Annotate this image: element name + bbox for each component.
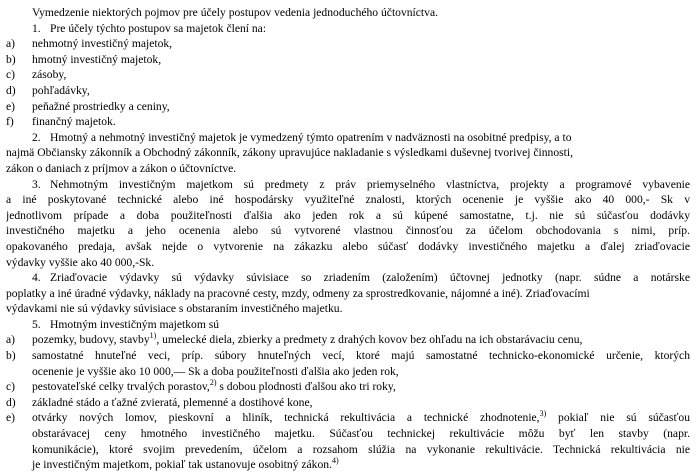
list-item-text: peňažné prostriedky a ceniny, — [32, 99, 170, 113]
list-item-label: c) — [6, 380, 16, 394]
list-item-text: pozemky, budovy, stavby$^{1)}$, umelecké diela, zbierky a predmety z drahých kovov bez ohľadu na ich obstarávaciu cenu, — [32, 331, 583, 347]
section-1-lead — [6, 21, 690, 37]
section-5-lead-text: Hmotným investičným majetkom sú — [50, 317, 220, 331]
section-4-number: 4. — [32, 271, 41, 285]
section-2-line-1 — [6, 130, 690, 146]
list-item — [6, 114, 690, 130]
list-item-label: d) — [6, 395, 16, 409]
list-item-text: základné stádo a ťažné zvieratá, plemenné a dostihové kone, — [32, 395, 313, 409]
document-page — [6, 5, 690, 473]
section-5-lead — [6, 317, 690, 333]
section-1-number: 1. — [32, 21, 41, 35]
list-item-continuation: obstarávacej ceny hmotného investičného majetku. Súčasťou technickej rekultivácie môžu byť len stavby (napr. — [32, 427, 690, 441]
list-item-continuation: komunikácie), ktoré svojim prevedením, účelom a rozsahom slúžia na vykonanie rekultivácie. Technická rekultivácia nie — [32, 442, 690, 456]
list-item-label: c) — [6, 68, 16, 82]
section-1-lead-text: Pre účely týchto postupov sa majetok člení na: — [50, 21, 267, 35]
list-item-text: zásoby, — [32, 68, 67, 82]
list-item-text: pohľadávky, — [32, 83, 90, 97]
list-item — [6, 52, 690, 68]
footnote-ref: 2) — [209, 378, 217, 388]
list-item — [6, 83, 690, 99]
section-2-text: Hmotný a nehmotný investičný majetok je vymedzený týmto opatrením v nadväznosti na osobitné predpisy, a to — [50, 130, 572, 144]
section-3-line-5: opakovaného predaja, avšak nejde o vytvorenie na zákazku alebo súčasť dodávky investičného majetku a ďalej zriaďovacie — [6, 239, 690, 253]
list-item — [6, 379, 690, 395]
list-item-text: samostatné hnuteľné veci, príp. súbory hnuteľných vecí, ktoré majú samostatné technicko-ekonomické určenie, ktorých — [32, 349, 690, 363]
section-4-line-2: poplatky a iné úradné výdavky, náklady na pracovné cesty, mzdy, odmeny za sprostredkovanie, nájomné a iné). Zriaďovacími — [6, 286, 590, 300]
section-2-line-3: zákon o daniach z príjmov a zákon o účtovníctve. — [6, 161, 237, 175]
footnote-ref: 4) — [331, 456, 339, 466]
list-item-label: a) — [6, 333, 16, 347]
list-item-continuation: ocenenie je vyššie ako 10 000,— Sk a doba použiteľnosti ďalšia ako jeden rok, — [32, 364, 399, 378]
footnote-ref: 1) — [149, 331, 157, 341]
section-3-line-3: jednotlivom prípade a doba použiteľnosti ďalšia ako jeden rok a sú kúpené samostatne, t.j. nie sú súčasťou dodávky — [6, 208, 690, 222]
list-item-label: d) — [6, 83, 16, 97]
list-item-label: e) — [6, 411, 16, 425]
section-2-line-2: najmä Občiansky zákonník a Obchodný zákonník, zákony upravujúce nakladanie s výsledkami duševnej tvorivej činnosti, — [6, 146, 573, 160]
list-item-label: e) — [6, 99, 16, 113]
list-item — [6, 99, 690, 115]
list-item-text: finančný majetok. — [32, 115, 116, 129]
section-3-line-2: a iné poskytované technické alebo iné hospodársky využiteľné znalosti, ktorých ocenenie je vyššie ako 40 000,- Sk v — [6, 193, 690, 207]
list-item — [6, 332, 690, 348]
list-item — [6, 67, 690, 83]
footnote-ref: 3) — [539, 410, 547, 419]
list-item-label: a) — [6, 37, 16, 51]
list-item-text: otvárky nových lomov, pieskovní a hliník, technická rekultivácia a technické zhodnotenie,$^{3)}$ pokiaľ nie sú súčasťou — [32, 410, 690, 425]
list-item — [6, 36, 690, 52]
section-4-line-3: výdavkami nie sú výdavky súvisiace s obstaraním investičného majetku. — [6, 302, 343, 316]
intro-text: Vymedzenie niektorých pojmov pre účely postupov vedenia jednoduchého účtovníctva. — [32, 6, 438, 19]
section-3-line-1 — [6, 177, 690, 193]
section-5-number: 5. — [32, 317, 41, 331]
list-item-label: f) — [6, 115, 14, 129]
section-2-number: 2. — [32, 130, 41, 144]
section-4-line-1 — [6, 270, 690, 286]
section-3-text: Nehmotným investičným majetkom sú predmety z práv priemyselného vlastníctva, projekty a programové vybavenie — [50, 177, 690, 191]
section-3-number: 3. — [32, 177, 41, 191]
list-item — [6, 395, 690, 411]
list-item — [6, 410, 690, 426]
list-item-label: b) — [6, 349, 16, 363]
list-item-label: b) — [6, 52, 16, 66]
list-item-text: hmotný investičný majetok, — [32, 52, 162, 66]
section-3-line-6: výdavky vyššie ako 40 000,-Sk. — [6, 255, 155, 269]
list-item-text: pestovateľské celky trvalých porastov,$^{2)}$ s dobou plodnosti ďalšou ako tri roky, — [32, 378, 396, 394]
list-item — [6, 348, 690, 364]
section-3-line-4: investičného majetku a jeho ocenenia alebo sú vytvorené vlastnou činnosťou za účelom obchodovania s nimi, príp. — [6, 224, 690, 238]
list-item-continuation: je investičným majetkom, pokiaľ tak ustanovuje osobitný zákon.$^{4)}$ — [32, 456, 339, 472]
section-4-text: Zriaďovacie výdavky sú výdavky súvisiace so zriadením (založením) účtovnej jednotky (napr. súdne a notárske — [50, 271, 690, 285]
list-item-text: nehmotný investičný majetok, — [32, 37, 173, 51]
